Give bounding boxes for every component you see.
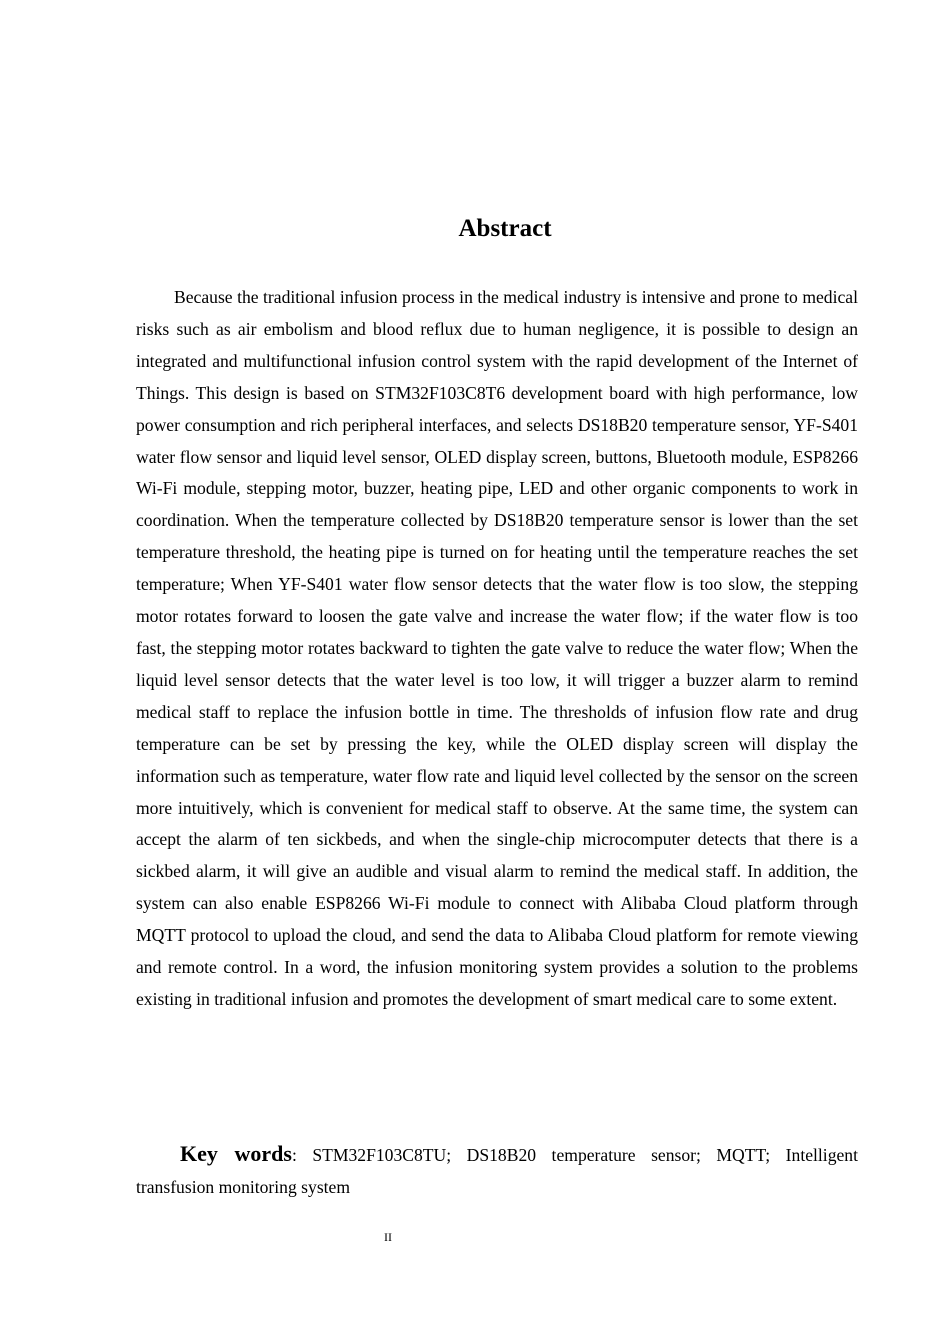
abstract-paragraph: Because the traditional infusion process in the medical industry is intensive and prone to medical risks such as air embolism and blood reflux due to human negligence, it is possible to design an integrated and multifunctional infusion control system with the rapid development of the Internet of Things. This design is based on STM32F103C8T6 development board with high performance, low power consumption and rich peripheral interfaces, and selects DS18B20 temperature sensor, YF-S401 water flow sensor and liquid level sensor, OLED display screen, buttons, Bluetooth module, ESP8266 Wi-Fi module, stepping motor, buzzer, heating pipe, LED and other organic components to work in coordination. When the temperature collected by DS18B20 temperature sensor is lower than the set temperature threshold, the heating pipe is turned on for heating until the temperature reaches the set temperature; When YF-S401 water flow sensor detects that the water flow is too slow, the stepping motor rotates forward to loosen the gate valve and increase the water flow; if the water flow is too fast, the stepping motor rotates backward to tighten the gate valve to reduce the water flow; When the liquid level sensor detects that the water level is too low, it will trigger a buzzer alarm to remind medical staff to replace the infusion bottle in time. The thresholds of infusion flow rate and drug temperature can be set by pressing the key, while the OLED display screen will display the information such as temperature, water flow rate and liquid level collected by the sensor on the screen more intuitively, which is convenient for medical staff to observe. At the same time, the system can accept the alarm of ten sickbeds, and when the single-chip microcomputer detects that there is a sickbed alarm, it will give an audible and visual alarm to remind the medical staff. In addition, the system can also enable ESP8266 Wi-Fi module to connect with Alibaba Cloud platform through MQTT protocol to upload the cloud, and send the data to Alibaba Cloud platform for remote viewing and remote control. In a word, the infusion monitoring system provides a solution to the problems existing in traditional infusion and promotes the development of smart medical care to some extent.	[136, 287, 858, 1009]
page-title: Abstract	[458, 215, 552, 242]
keywords-label: Key words	[180, 1141, 292, 1166]
keywords-separator: :	[291, 1145, 313, 1165]
page-number: II	[384, 1230, 392, 1244]
keywords-paragraph	[136, 1138, 858, 1203]
keywords-text: STM32F103C8TU; DS18B20 temperature sensor; MQTT; Intelligent transfusion monitoring system	[136, 1145, 858, 1197]
